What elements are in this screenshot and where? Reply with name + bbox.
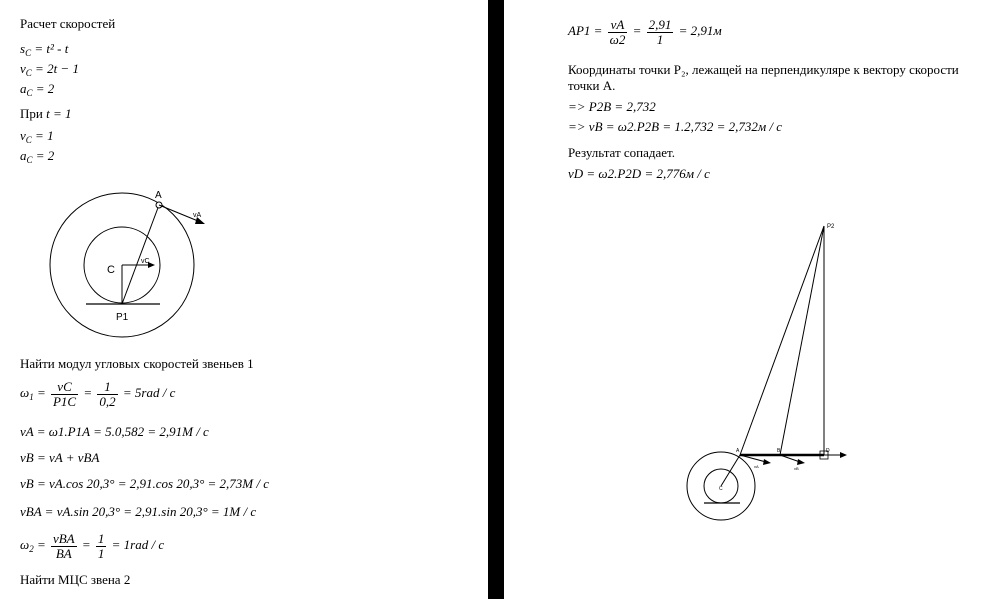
omega1-lhs: ω (20, 385, 30, 400)
res-a-sub: C (26, 155, 33, 165)
eq-s-rhs: = t² - t (34, 41, 69, 56)
ap1-lhs: AP1 = (568, 23, 603, 38)
label-c-right: C (719, 486, 723, 492)
label-vc: vC (141, 258, 150, 265)
res-a-lhs: a (20, 148, 27, 163)
omega2-lhs-sub: 2 (29, 544, 34, 554)
label-p1: P1 (116, 312, 129, 323)
equation-vb: vB = vA.cos 20,3° = 2,91.cos 20,3° = 2,73M / c (20, 476, 270, 491)
vector-vb-right-arrowhead (797, 459, 805, 465)
label-c: C (107, 264, 115, 276)
equation-va: vA = ω1.P1A = 5.0,582 = 2,91M / c (20, 424, 209, 439)
ap1-den2: 1 (656, 31, 664, 47)
page-divider (488, 0, 504, 599)
ap1-num: vA (608, 18, 628, 33)
equation-omega1: $\omega_1$ = $\frac{vC}{P1C}$ = $\frac{1}{0,2}$ = 5rad / c (20, 378, 176, 409)
heading-speed-calc: Расчет скоростей (20, 16, 116, 31)
eq-v-rhs: = 2t − 1 (35, 61, 79, 76)
equation-omega2: $\omega_2$ = $\frac{\text{vBA}}{BA}$ = $\frac{1}{1}$ = 1rad / c (20, 530, 165, 561)
ap1-result: = 2,91м (678, 23, 722, 38)
section-angular-speeds: Найти модул угловых скоростей звеньев 1 (20, 356, 254, 371)
omega1-num2: 1 (97, 380, 117, 395)
eq-s-sub: C (25, 48, 32, 58)
omega2-frac2 (96, 532, 107, 561)
omega2-den2: 1 (97, 545, 105, 561)
omega1-den2: 0,2 (99, 393, 116, 409)
omega1-result: = 5rad / c (122, 385, 176, 400)
omega1-den: P1C (52, 393, 77, 409)
res-v-sub: C (25, 135, 32, 145)
omega1-frac1 (51, 380, 78, 409)
eq-a-sub: C (26, 88, 33, 98)
equation-vd: vD = ω2.P2D = 2,776м / с (568, 166, 710, 181)
vector-va-right-arrowhead (763, 459, 771, 465)
equation-ap1: AP1 = $\frac{vA}{\omega 2}$ = $\frac{2,91}{1}$ = 2,91м (568, 16, 722, 47)
coordinates-text: Координаты точки P₂, лежащей на перпендикуляре к вектору скорости точки А. (568, 62, 959, 93)
eq-a-rhs: = 2 (35, 81, 55, 96)
label-va-right: vA (754, 464, 759, 469)
omega2-lhs: ω (20, 537, 30, 552)
res-v-rhs: = 1 (35, 128, 54, 143)
equation-vb2: => vB = ω2.P2B = 1.2,732 = 2,732м / с (568, 119, 783, 134)
omega1-lhs-sub: 1 (29, 392, 34, 402)
label-d-right: D (826, 448, 830, 454)
section-mcs: Найти МЦС звена 2 (20, 572, 131, 587)
equation-vb-vector: vB = vA + vBA (20, 450, 100, 465)
mechanism-figure (504, 0, 1000, 599)
condition-label: При (20, 106, 43, 121)
omega2-frac1 (51, 532, 77, 561)
line-p1-a (122, 205, 159, 304)
equation-p2b: => P2B = 2,732 (568, 99, 656, 114)
eq-s-lhs: s (20, 41, 26, 56)
label-va: vA (193, 212, 202, 219)
equation-vba: vBA = vA.sin 20,3° = 2,91.sin 20,3° = 1M / c (20, 504, 257, 519)
res-v-lhs: v (20, 128, 26, 143)
condition-value: t = 1 (46, 106, 72, 121)
label-p2: P2 (827, 224, 835, 230)
line-b-p2 (780, 226, 824, 455)
left-page (0, 0, 488, 599)
omega2-result: = 1rad / c (111, 537, 165, 552)
label-vb-right: vB (794, 466, 799, 471)
result-matches-text: Результат сопадает. (568, 145, 676, 160)
label-a: A (155, 190, 162, 201)
label-a-right: A (736, 448, 740, 454)
eq-v-sub: C (25, 68, 32, 78)
res-a-rhs: = 2 (35, 148, 55, 163)
ap1-den: ω2 (609, 31, 626, 47)
ap1-num2: 2,91 (648, 16, 672, 32)
omega2-num2: 1 (97, 530, 105, 546)
eq-a-lhs: a (20, 81, 27, 96)
omega2-num: vBA (52, 530, 75, 546)
right-page (504, 0, 1000, 599)
wheel-figure (0, 0, 488, 360)
line-a-p2 (740, 226, 824, 455)
eq-v-lhs: v (20, 61, 26, 76)
omega1-num: vC (51, 380, 78, 395)
vector-d-arrowhead (840, 452, 847, 458)
label-b-right: B (777, 448, 781, 454)
omega1-frac2 (97, 380, 117, 409)
omega2-den: BA (55, 545, 72, 561)
